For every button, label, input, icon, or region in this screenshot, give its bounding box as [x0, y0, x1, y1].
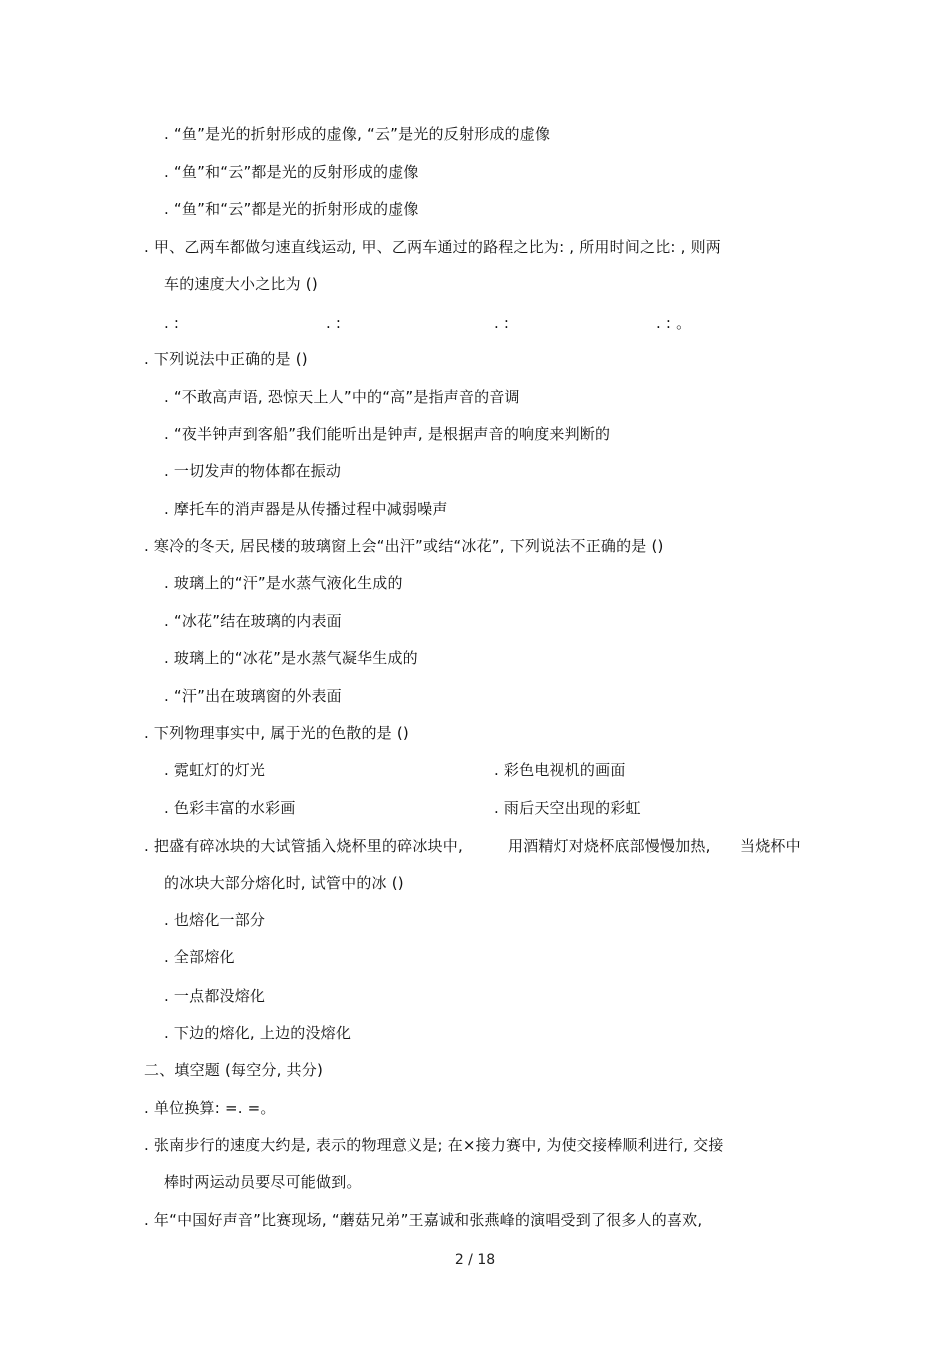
- option-line: [164, 424, 610, 444]
- page-number: 2 / 18: [454, 1252, 496, 1268]
- section-heading: [144, 1060, 323, 1080]
- option-line: [164, 611, 342, 631]
- option-line: [164, 686, 342, 706]
- question-text: . 下列说法中正确的是 (): [144, 350, 308, 368]
- option-line: [164, 910, 265, 930]
- option-line: [164, 162, 419, 182]
- option-b: [326, 313, 341, 333]
- question-line: [144, 1098, 276, 1118]
- option-text: . “鱼”和“云”都是光的折射形成的虚像: [164, 200, 419, 218]
- option-text: . 摩托车的消声器是从传播过程中减弱噪声: [164, 500, 448, 518]
- question-line: [144, 723, 409, 743]
- option-line: [164, 573, 403, 593]
- question-text: . 年“中国好声音”比赛现场, “蘑菇兄弟”王嘉诚和张燕峰的演唱受到了很多人的喜欢,: [144, 1211, 703, 1229]
- question-line-segment: [740, 836, 801, 856]
- question-line: [144, 836, 463, 856]
- question-line: [144, 237, 721, 257]
- question-text: 用酒精灯对烧杯底部慢慢加热,: [508, 837, 711, 855]
- question-continuation: [164, 873, 404, 893]
- question-text: . 把盛有碎冰块的大试管插入烧杯里的碎冰块中,: [144, 837, 463, 855]
- question-text: . 甲、乙两车都做匀速直线运动, 甲、乙两车通过的路程之比为: , 所用时间之比: , 则两: [144, 238, 721, 256]
- option-text: . 霓虹灯的灯光: [164, 761, 266, 779]
- option-line: [164, 199, 419, 219]
- option-text: . “鱼”是光的折射形成的虚像, “云”是光的反射形成的虚像: [164, 125, 551, 143]
- question-line: [144, 536, 664, 556]
- question-text: 的冰块大部分熔化时, 试管中的冰 (): [164, 874, 404, 892]
- option-text: . 全部熔化: [164, 948, 235, 966]
- option-text: . “夜半钟声到客船”我们能听出是钟声, 是根据声音的响度来判断的: [164, 425, 611, 443]
- question-line: [144, 1135, 724, 1155]
- question-text: 棒时两运动员要尽可能做到。: [164, 1173, 362, 1191]
- option-b: [494, 760, 626, 780]
- question-text: 当烧杯中: [740, 837, 801, 855]
- section-heading-text: 二、填空题 (每空分, 共分): [144, 1061, 324, 1079]
- option-text: . : 。: [656, 314, 692, 332]
- question-text: 车的速度大小之比为 (): [164, 275, 318, 293]
- option-text: . 一点都没熔化: [164, 987, 266, 1005]
- question-text: . 下列物理事实中, 属于光的色散的是 (): [144, 724, 409, 742]
- option-text: . :: [326, 314, 342, 332]
- option-text: . “鱼”和“云”都是光的反射形成的虚像: [164, 163, 419, 181]
- option-text: . :: [164, 314, 180, 332]
- option-line: [164, 648, 418, 668]
- option-text: . “汗”出在玻璃窗的外表面: [164, 687, 342, 705]
- option-text: . 色彩丰富的水彩画: [164, 799, 296, 817]
- option-text: . “冰花”结在玻璃的内表面: [164, 612, 342, 630]
- question-text: . 单位换算: =. =。: [144, 1099, 276, 1117]
- option-text: . 玻璃上的“汗”是水蒸气液化生成的: [164, 574, 403, 592]
- option-text: . 一切发声的物体都在振动: [164, 462, 342, 480]
- question-text: . 张南步行的速度大约是, 表示的物理意义是; 在×接力赛中, 为使交接棒顺利进行, 交接: [144, 1136, 724, 1154]
- option-line: [164, 1023, 351, 1043]
- option-line: [164, 461, 341, 481]
- option-text: . 也熔化一部分: [164, 911, 266, 929]
- option-text: . 彩色电视机的画面: [494, 761, 626, 779]
- option-line: [164, 124, 550, 144]
- option-c: [494, 313, 509, 333]
- option-text: . 玻璃上的“冰花”是水蒸气凝华生成的: [164, 649, 418, 667]
- option-c: [164, 798, 296, 818]
- option-d: [656, 313, 691, 333]
- question-line: [144, 1210, 702, 1230]
- question-continuation: [164, 274, 318, 294]
- question-text: . 寒冷的冬天, 居民楼的玻璃窗上会“出汗”或结“冰花”, 下列说法不正确的是 (): [144, 537, 664, 555]
- option-text: . 雨后天空出现的彩虹: [494, 799, 641, 817]
- question-line: [144, 349, 308, 369]
- question-continuation: [164, 1172, 362, 1192]
- option-a: [164, 313, 179, 333]
- option-line: [164, 499, 448, 519]
- option-d: [494, 798, 641, 818]
- option-text: . 下边的熔化, 上边的没熔化: [164, 1024, 352, 1042]
- option-a: [164, 760, 265, 780]
- question-line-segment: [508, 836, 711, 856]
- option-line: [164, 986, 265, 1006]
- option-line: [164, 387, 520, 407]
- option-line: [164, 947, 235, 967]
- option-text: . :: [494, 314, 510, 332]
- option-text: . “不敢高声语, 恐惊天上人”中的“高”是指声音的音调: [164, 388, 520, 406]
